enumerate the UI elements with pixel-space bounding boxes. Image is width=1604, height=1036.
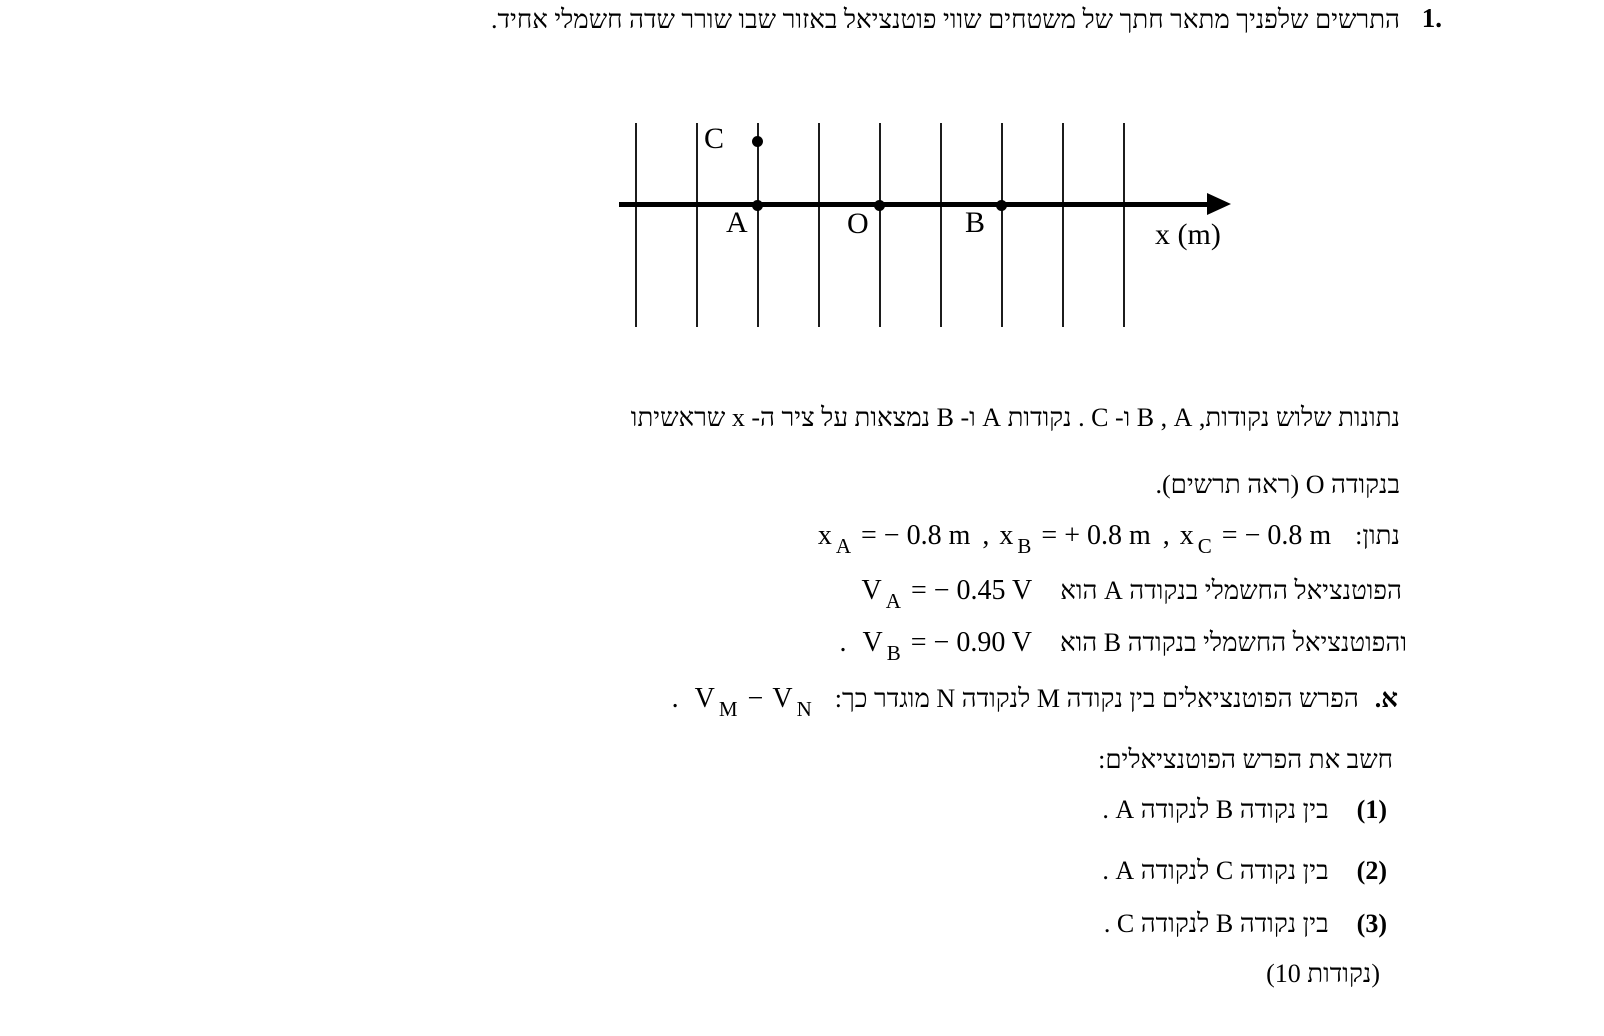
- point-o-label: O: [847, 207, 869, 240]
- x-axis-line: [619, 202, 1209, 207]
- comma-separator: ,: [1162, 520, 1170, 551]
- equipotential-line: [635, 123, 637, 327]
- sub-question-text: בין נקודה C לנקודה A .: [1102, 856, 1329, 885]
- sub-question-marker: (2): [1356, 856, 1387, 885]
- point-a-dot: [752, 200, 763, 211]
- point-b-dot: [996, 200, 1007, 211]
- potential-b-row: [839, 627, 1407, 665]
- x-axis-arrowhead-icon: [1207, 193, 1231, 215]
- sub-question-marker: (3): [1356, 909, 1387, 938]
- section-a-text: הפרש הפוטנציאלים בין נקודה M לנקודה N מוגדר כך:: [834, 684, 1359, 713]
- given-values-row: [817, 520, 1400, 558]
- potential-a-text: הפוטנציאל החשמלי בנקודה A הוא: [1060, 576, 1402, 605]
- point-c-label: C: [704, 122, 725, 155]
- point-b-label: B: [965, 206, 986, 239]
- sub-question-row: [1102, 795, 1387, 825]
- sub-question-text: בין נקודה B לנקודה A .: [1102, 795, 1329, 824]
- question-title: התרשים שלפניך מתאר חתך של משטחים שווי פוטנציאל באזור שבו שורר שדה חשמלי אחיד.: [491, 5, 1400, 34]
- sentence-end-period: .: [671, 683, 679, 714]
- equipotential-line: [1123, 123, 1125, 327]
- v-m-minus-v-n-formula: V $_M$ − V $_N$: [694, 683, 812, 721]
- sentence-end-period: .: [839, 627, 847, 658]
- sub-question-marker: (1): [1356, 795, 1387, 824]
- equipotential-line: [940, 123, 942, 327]
- x-axis-unit-label: x (m): [1155, 218, 1221, 251]
- sub-question-row: [1104, 909, 1387, 939]
- equipotential-line: [757, 123, 759, 327]
- points-note: (10 נקודות): [1266, 959, 1380, 988]
- equipotential-line: [1062, 123, 1064, 327]
- given-label: נתון:: [1355, 521, 1400, 550]
- sub-question-text: בין נקודה B לנקודה C .: [1103, 909, 1329, 938]
- calc-instruction: חשב את הפרש הפוטנציאלים:: [1098, 745, 1393, 774]
- x-c-formula: x $_C$ = − 0.8 m: [1179, 520, 1332, 558]
- intro-paragraph-line1: נתונות שלוש נקודות, A ‏,‏ B ו- C . נקודות A ו- B נמצאות על ציר ה- x שראשיתו: [630, 403, 1400, 432]
- potential-b-text: והפוטנציאל החשמלי בנקודה B הוא: [1060, 628, 1407, 657]
- comma-separator: ,: [982, 520, 990, 551]
- v-a-formula: V $_A$ = − 0.45 V: [861, 575, 1033, 613]
- potential-a-row: [861, 575, 1402, 613]
- x-a-formula: x $_A$ = − 0.8 m: [817, 520, 971, 558]
- point-a-label: A: [726, 206, 748, 239]
- question-number: 1.: [1421, 3, 1442, 33]
- x-b-formula: x $_B$ = + 0.8 m: [999, 520, 1151, 558]
- equipotential-line: [879, 123, 881, 327]
- v-b-formula: V $_B$ = − 0.90 V: [862, 627, 1033, 665]
- intro-paragraph-line2: בנקודה O (ראה תרשים).: [1155, 470, 1400, 499]
- equipotential-line: [818, 123, 820, 327]
- sub-question-row: [1102, 856, 1387, 886]
- section-a-row: [671, 683, 1398, 721]
- section-a-marker: א.: [1374, 684, 1398, 713]
- point-o-dot: [874, 200, 885, 211]
- equipotential-line: [1001, 123, 1003, 327]
- equipotential-line: [696, 123, 698, 327]
- point-c-dot: [752, 136, 763, 147]
